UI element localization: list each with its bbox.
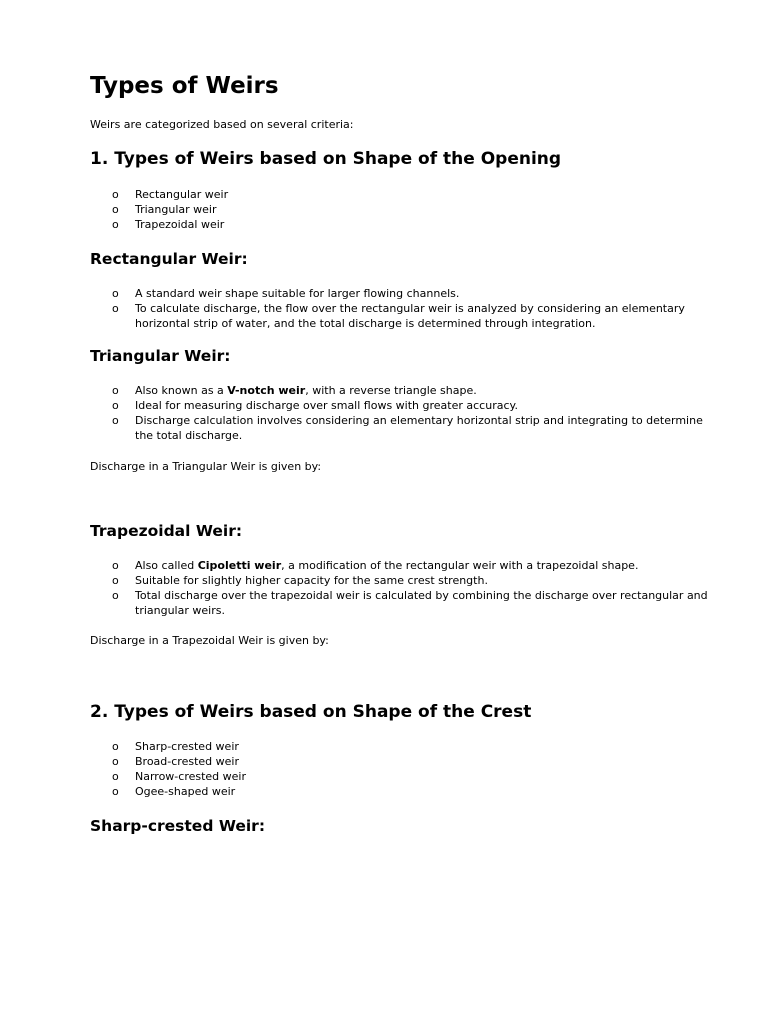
sharp-crested-heading: Sharp-crested Weir: [90,817,266,835]
intro-text: Weirs are categorized based on several criteria: [90,118,354,131]
list-item: o Trapezoidal weir [112,218,225,231]
bullet-marker: o [112,414,119,427]
list-item: o A standard weir shape suitable for larger flowing channels. [112,287,460,300]
list-item: o Also called Cipoletti weir, a modification of the rectangular weir with a trapezoidal shape. [112,559,639,572]
document-title: Types of Weirs [90,73,279,99]
bullet-marker: o [112,785,119,798]
rectangular-list [90,286,710,331]
list-item: o To calculate discharge, the flow over the rectangular weir is analyzed by considering an elementary horizontal strip of water, and the total discharge is determined through integration. [112,302,685,330]
cipoletti-term: Cipoletti weir [197,559,282,572]
triangular-discharge-text: Discharge in a Triangular Weir is given by: [90,460,322,473]
bullet-marker: o [112,770,119,783]
bullet-marker: o [112,384,119,397]
list-item: o Ideal for measuring discharge over small flows with greater accuracy. [112,399,518,412]
list-item: o Sharp-crested weir [112,740,239,753]
list-item: o Rectangular weir [112,188,229,201]
section1-list [90,187,710,232]
v-notch-term: V-notch weir [227,384,306,397]
trapezoidal-heading: Trapezoidal Weir: [90,522,243,540]
bullet-marker: o [112,302,119,315]
bullet-marker: o [112,755,119,768]
bullet-marker: o [112,399,119,412]
list-item: o Discharge calculation involves considering an elementary horizontal strip and integrating to determine the total discharge. [112,414,703,442]
list-item: o Also known as a V-notch weir, with a reverse triangle shape. [112,384,477,397]
section2-heading: 2. Types of Weirs based on Shape of the Crest [90,702,532,722]
triangular-list [90,383,710,443]
triangular-heading: Triangular Weir: [90,347,231,365]
list-item: o Total discharge over the trapezoidal weir is calculated by combining the discharge over rectangular and triangular weirs. [112,589,708,617]
section2-list [90,739,710,799]
section1-heading: 1. Types of Weirs based on Shape of the Opening [90,149,562,169]
list-item: o Broad-crested weir [112,755,239,768]
trapezoidal-list [90,558,710,618]
list-item: o Ogee-shaped weir [112,785,236,798]
bullet-marker: o [112,574,119,587]
bullet-marker: o [112,740,119,753]
bullet-marker: o [112,203,119,216]
bullet-marker: o [112,559,119,572]
list-item: o Narrow-crested weir [112,770,247,783]
bullet-marker: o [112,287,119,300]
bullet-marker: o [112,188,119,201]
list-item: o Suitable for slightly higher capacity for the same crest strength. [112,574,488,587]
bullet-marker: o [112,218,119,231]
rectangular-heading: Rectangular Weir: [90,250,248,268]
bullet-marker: o [112,589,119,602]
trapezoidal-discharge-text: Discharge in a Trapezoidal Weir is given by: [90,634,329,647]
list-item: o Triangular weir [112,203,217,216]
